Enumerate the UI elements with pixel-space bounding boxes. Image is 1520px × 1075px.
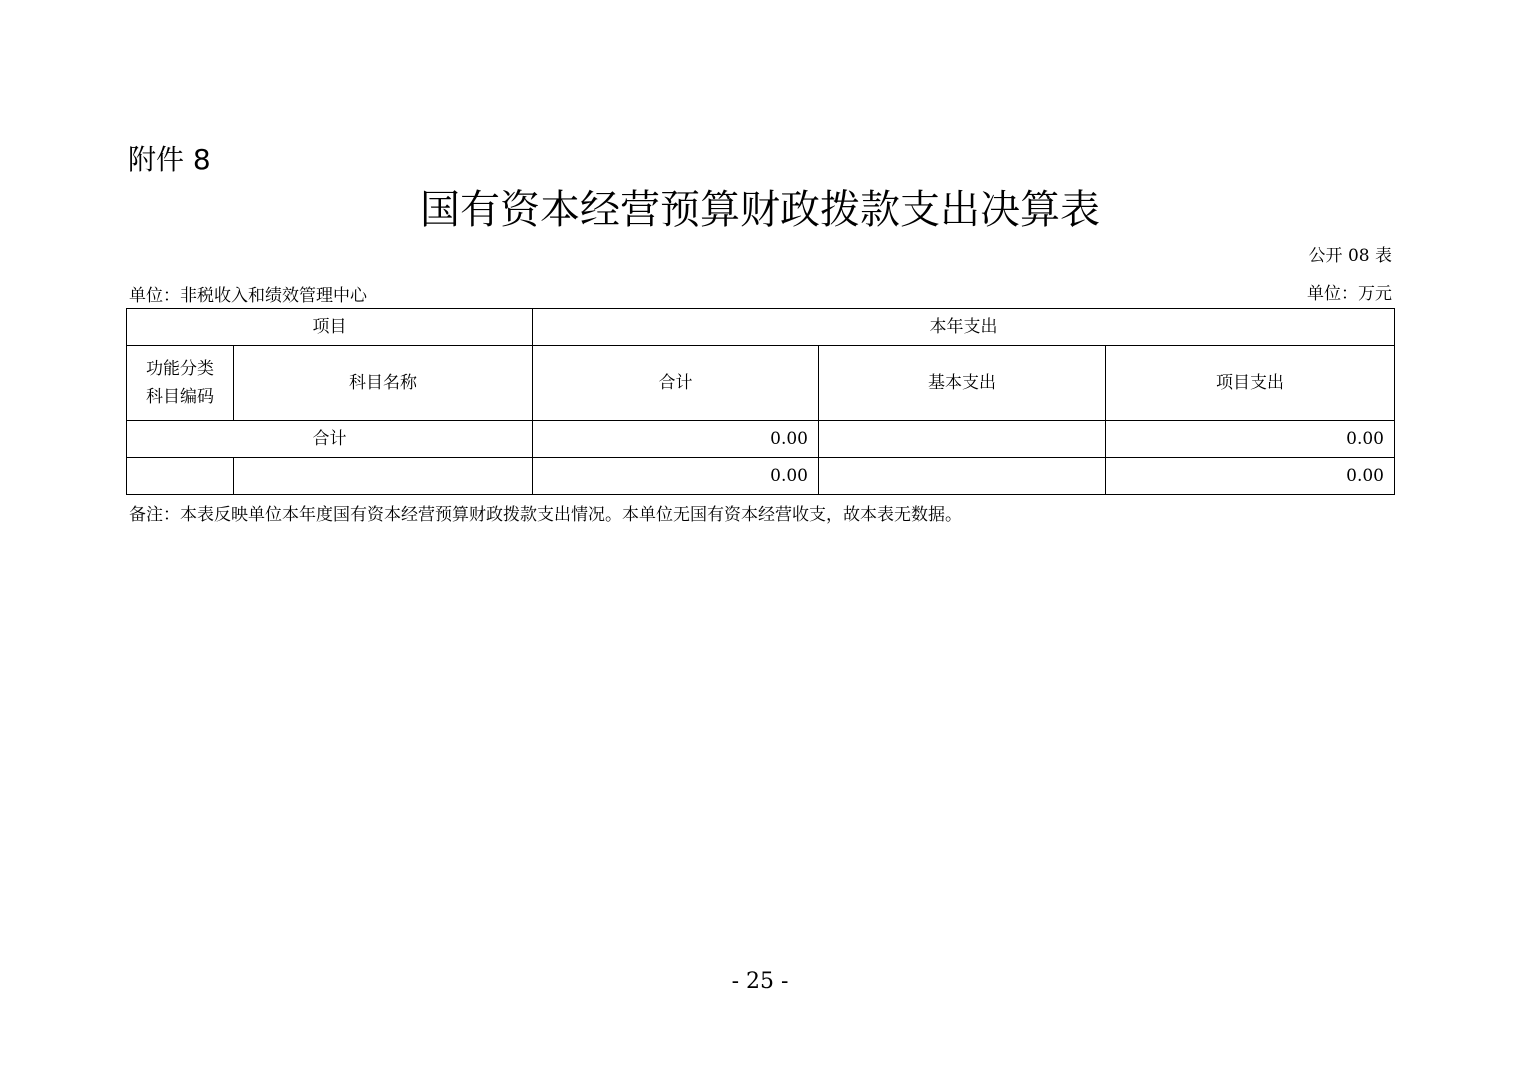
row-total-label: 合计	[127, 421, 533, 458]
table-row	[127, 458, 1395, 495]
column-header-function-code-line1: 功能分类	[146, 359, 214, 379]
row-project: 0.00	[1106, 458, 1395, 495]
column-header-project-expenditure: 项目支出	[1106, 346, 1395, 421]
header-item: 项目	[127, 309, 533, 346]
table-code: 公开 08 表	[1308, 246, 1392, 266]
unit-currency: 单位：万元	[1307, 284, 1392, 304]
row-total: 0.00	[533, 458, 819, 495]
page-title: 国有资本经营预算财政拨款支出决算表	[420, 187, 1100, 233]
row-function-code	[127, 458, 234, 495]
unit-organization: 单位：非税收入和绩效管理中心	[129, 286, 367, 306]
row-subject-name	[234, 458, 533, 495]
row-basic	[819, 458, 1106, 495]
column-header-function-code	[127, 346, 234, 421]
table-row-total	[127, 421, 1395, 458]
table-subheader-row	[127, 346, 1395, 421]
row-total-project: 0.00	[1106, 421, 1395, 458]
budget-expenditure-table	[126, 308, 1395, 495]
column-header-basic-expenditure: 基本支出	[819, 346, 1106, 421]
table-header-row	[127, 309, 1395, 346]
column-header-subject-name: 科目名称	[234, 346, 533, 421]
table-note: 备注：本表反映单位本年度国有资本经营预算财政拨款支出情况。本单位无国有资本经营收支，故本表无数据。	[129, 505, 962, 525]
row-total-basic	[819, 421, 1106, 458]
page-number: - 25 -	[731, 969, 789, 994]
attachment-label: 附件 8	[128, 143, 211, 176]
row-total-total: 0.00	[533, 421, 819, 458]
column-header-function-code-line2: 科目编码	[146, 387, 214, 407]
header-current-year-expenditure: 本年支出	[533, 309, 1395, 346]
column-header-total: 合计	[533, 346, 819, 421]
